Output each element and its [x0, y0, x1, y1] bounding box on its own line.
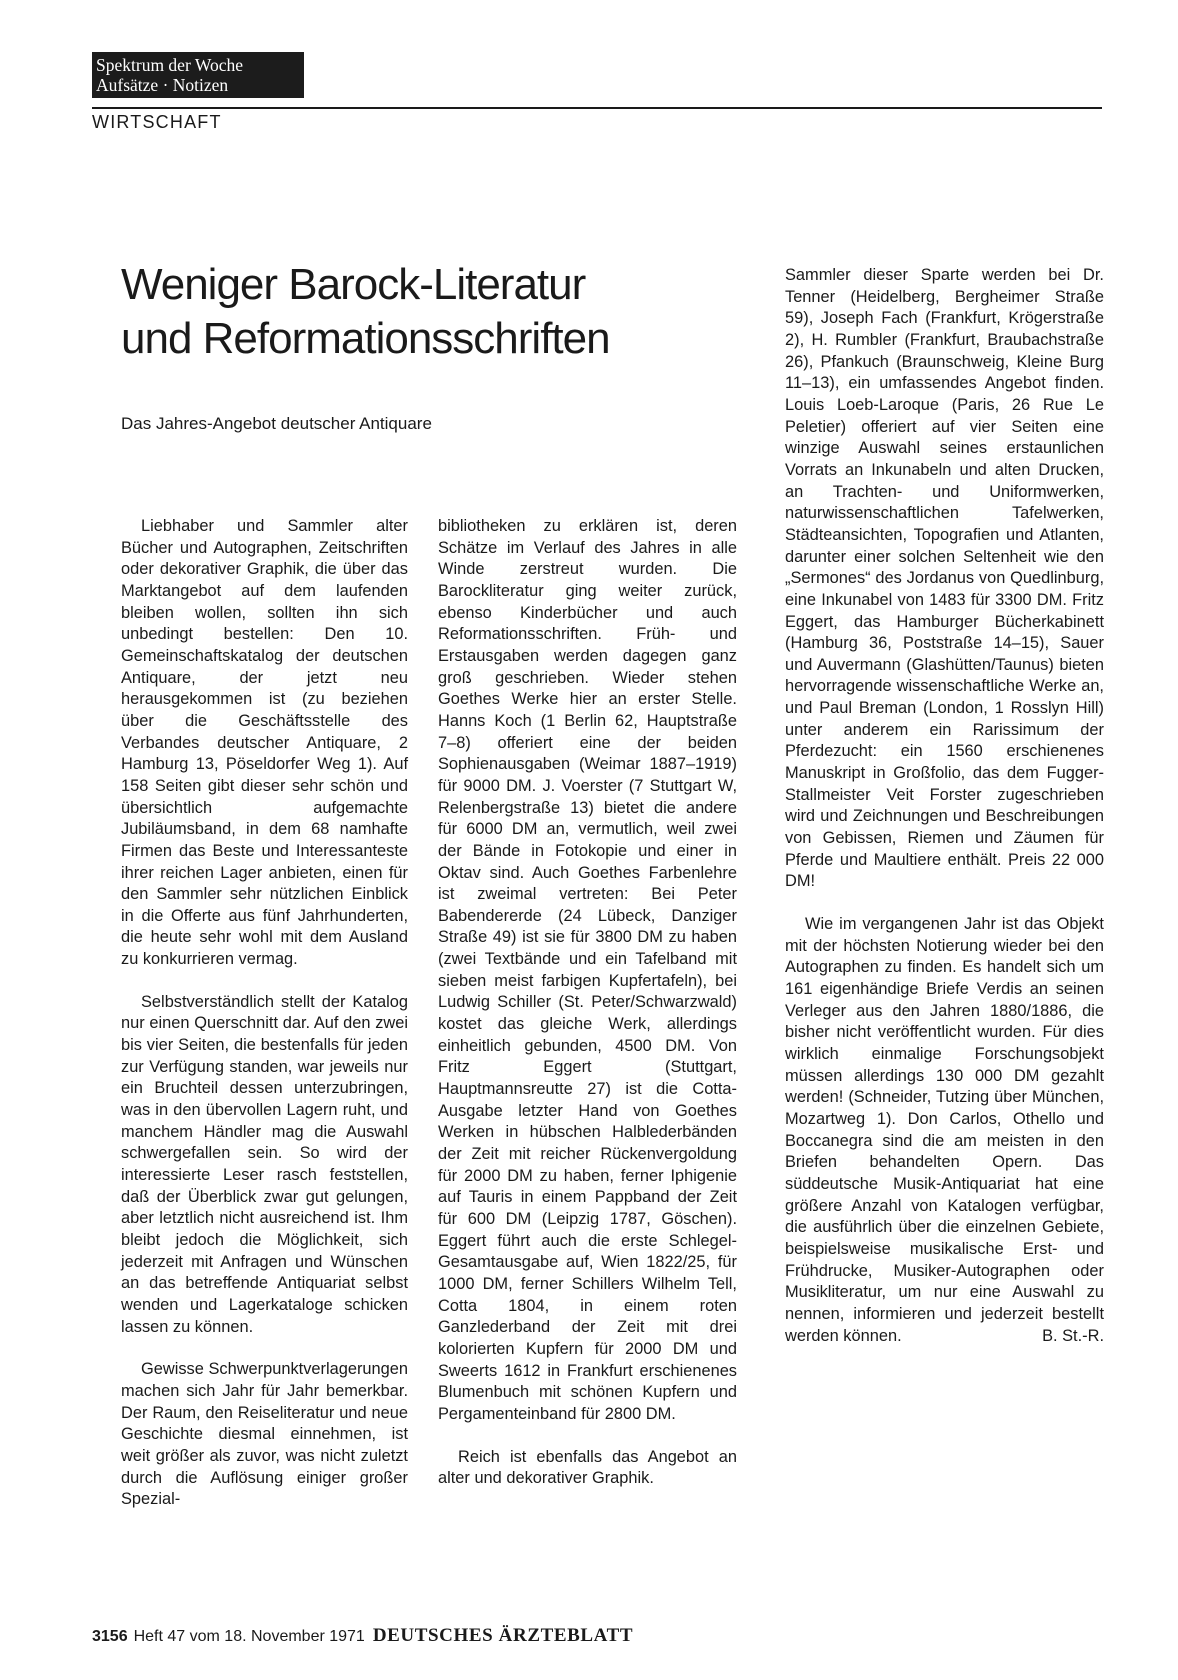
article-headline [121, 258, 741, 366]
paragraph: Gewisse Schwerpunktverlagerungen machen sich Jahr für Jahr bemerkbar. Der Raum, den Reiseliteratur und neue Geschichte diesmal einnehmen, ist weit größer als zuvor, was nicht zuletzt durch die Auflösung einiger großer Spezial- [121, 1360, 408, 1509]
section-label-line2: Aufsätze · Notizen [96, 75, 229, 95]
paragraph-text: Wie im vergangenen Jahr ist das Objekt mit der höchsten Notierung wieder bei den Autographen zu finden. Es handelt sich um 161 eigenhändige Briefe Verdis an seinen Verleger aus den Jahren 1880/1886, die bisher nicht veröffentlicht wurden. Für dies wirklich einmalige Forschungsobjekt müssen allerdings 130 000 DM gezahlt werden! (Schneider, Tutzing über München, Mozartweg 1). Don Carlos, Othello und Boccanegra sind die am meisten in den Briefen behandelten Opern. Das süddeutsche Musik-Antiquariat hat eine größere Anzahl von Katalogen verfügbar, die ausführlich über die einzelnen Gebiete, beispielsweise musikalische Erst- und Frühdrucke, Musiker-Autographen oder Musikliteratur, um nur eine Auswahl zu nennen, informieren und jederzeit bestellt werden können. [785, 915, 1104, 1345]
headline-line2: und Reformationsschriften [121, 314, 610, 363]
paragraph: Selbstverständlich stellt der Katalog nur einen Querschnitt dar. Auf den zwei bis vier Seiten, die bestenfalls für jeden zur Verfügung standen, war jeweils nur ein Bruchteil dessen unterzubringen, was in den übervollen Lagern ruht, und manchem Händler mag die Auswahl schwergefallen sein. So wird der interessierte Leser rasch feststellen, daß der Überblick zwar gut gelungen, aber letztlich nicht ausreichend ist. Ihm bleibt jedoch die Möglichkeit, sich jederzeit mit Anfragen und Wünschen an das betreffende Antiquariat selbst wenden und Lagerkataloge schicken lassen zu können. [121, 992, 408, 1336]
paragraph: Liebhaber und Sammler alter Bücher und Autographen, Zeitschriften oder dekorativer Graphik, die über das Marktangebot auf dem laufenden bleiben wollen, sollten ihn sich unbedingt bestellen: Den 10. Gemeinschaftskatalog der deutschen Antiquare, der jetzt neu herausgekommen ist (zu beziehen über die Geschäftsstelle des Verbandes deutscher Antiquare, 2 Hamburg 13, Pöseldorfer Weg 1). Auf 158 Seiten gibt dieser sehr schön und übersichtlich aufgemachte Jubiläumsband, in dem 68 namhafte Firmen das Beste und Interessanteste ihrer reichen Lager anbieten, einen für den Sammler sehr nützlichen Einblick in die Offerte aus fünf Jahrhunderten, die heute sehr wohl mit dem Ausland zu konkurrieren vermag. [121, 517, 408, 969]
author-signature: B. St.-R. [1042, 1326, 1104, 1345]
page-footer [92, 1625, 633, 1647]
issue-info: Heft 47 vom 18. November 1971 [133, 1628, 365, 1645]
section-label-line1: Spektrum der Woche [96, 55, 243, 75]
top-rule [92, 107, 1102, 109]
magazine-name: DEUTSCHES ÄRZTEBLATT [372, 1625, 634, 1646]
paragraph: bibliotheken zu erklären ist, deren Schätze im Verlauf des Jahres in alle Winde zerstreut wurden. Die Barockliteratur ging weiter zurück, ebenso Kinderbücher und auch Reformationsschriften. Früh- und Erstausgaben werden dagegen ganz groß geschrieben. Wieder stehen Goethes Werke hier an erster Stelle. Hanns Koch (1 Berlin 62, Hauptstraße 7–8) offeriert eine der beiden Sophienausgaben (Weimar 1887–1919) für 9000 DM. J. Voerster (7 Stuttgart W, Relenbergstraße 13) bietet die andere für 6000 DM an, vermutlich, weil zwei der Bände in Fotokopie und einer in Oktav sind. Auch Goethes Farbenlehre ist zweimal vertreten: Bei Peter Babendererde (24 Lübeck, Danziger Straße 49) ist sie für 3800 DM zu haben (zwei Textbände und ein Tafelband mit sieben meist farbigen Kupfertafeln), bei Ludwig Schiller (St. Peter/Schwarzwald) kostet das gleiche Werk, allerdings einheitlich gebunden, 4500 DM. Von Fritz Eggert (Stuttgart, Hauptmannsreutte 27) ist die Cotta-Ausgabe letzter Hand von Goethes Werken in hübschen Halblederbänden der Zeit mit reicher Rückenvergoldung für 2000 DM zu haben, ferner Iphigenie auf Tauris in einem Pappband der Zeit für 600 DM (Leipzig 1787, Göschen). Eggert führt auch die erste Schlegel-Gesamtausgabe auf, Wien 1822/25, für 1000 DM, ferner Schillers Wilhelm Tell, Cotta 1804, in einem roten Ganzlederband der Zeit mit drei kolorierten Kupfern für 2000 DM und Sweerts 1612 in Frankfurt erschienenes Blumenbuch mit schönen Kupfern und Pergamenteinband für 2800 DM. [438, 517, 737, 1423]
text-column-3 [785, 265, 1104, 1347]
headline-line1: Weniger Barock-Literatur [121, 260, 586, 309]
rubric: WIRTSCHAFT [92, 112, 222, 132]
paragraph [785, 914, 1104, 1347]
paragraph: Sammler dieser Sparte werden bei Dr. Tenner (Heidelberg, Bergheimer Straße 59), Joseph Fach (Frankfurt, Krögerstraße 2), H. Rumbler (Frankfurt, Braubachstraße 26), Pfankuch (Braunschweig, Kleine Burg 11–13), ein umfassendes Angebot finden. Louis Loeb-Laroque (Paris, 26 Rue Le Peletier) offeriert auf vier Seiten eine winzige Auswahl seines erstaunlichen Vorrats an Inkunabeln und alten Drucken, an Trachten- und Uniformwerken, naturwissenschaftlichen Tafelwerken, Städteansichten, Topografien und Atlanten, darunter einer solchen Seltenheit wie den „Sermones“ des Jordanus von Quedlinburg, eine Inkunabel von 1483 für 3300 DM. Fritz Eggert, das Hamburger Bücherkabinett (Hamburg 36, Poststraße 14–15), Sauer und Auvermann (Glashütten/Taunus) bieten hervorragende wissenschaftliche Werke an, und Paul Breman (London, 1 Rosslyn Hill) unter anderem ein Rarissimum der Pferdezucht: ein 1560 erschienenes Manuskript in Großfolio, das dem Fugger-Stallmeister Veit Forster zugeschrieben wird und Zeichnungen und Beschreibungen von Gebissen, Riemen und Zäumen für Pferde und Maultiere enthält. Preis 22 000 DM! [785, 266, 1104, 891]
paragraph: Reich ist ebenfalls das Angebot an alter und dekorativer Graphik. [438, 1447, 737, 1488]
page-number: 3156 [92, 1628, 128, 1645]
text-column-1 [121, 516, 408, 1511]
text-column-2 [438, 516, 737, 1490]
article-subtitle: Das Jahres-Angebot deutscher Antiquare [121, 414, 432, 433]
section-label-box [92, 52, 304, 98]
